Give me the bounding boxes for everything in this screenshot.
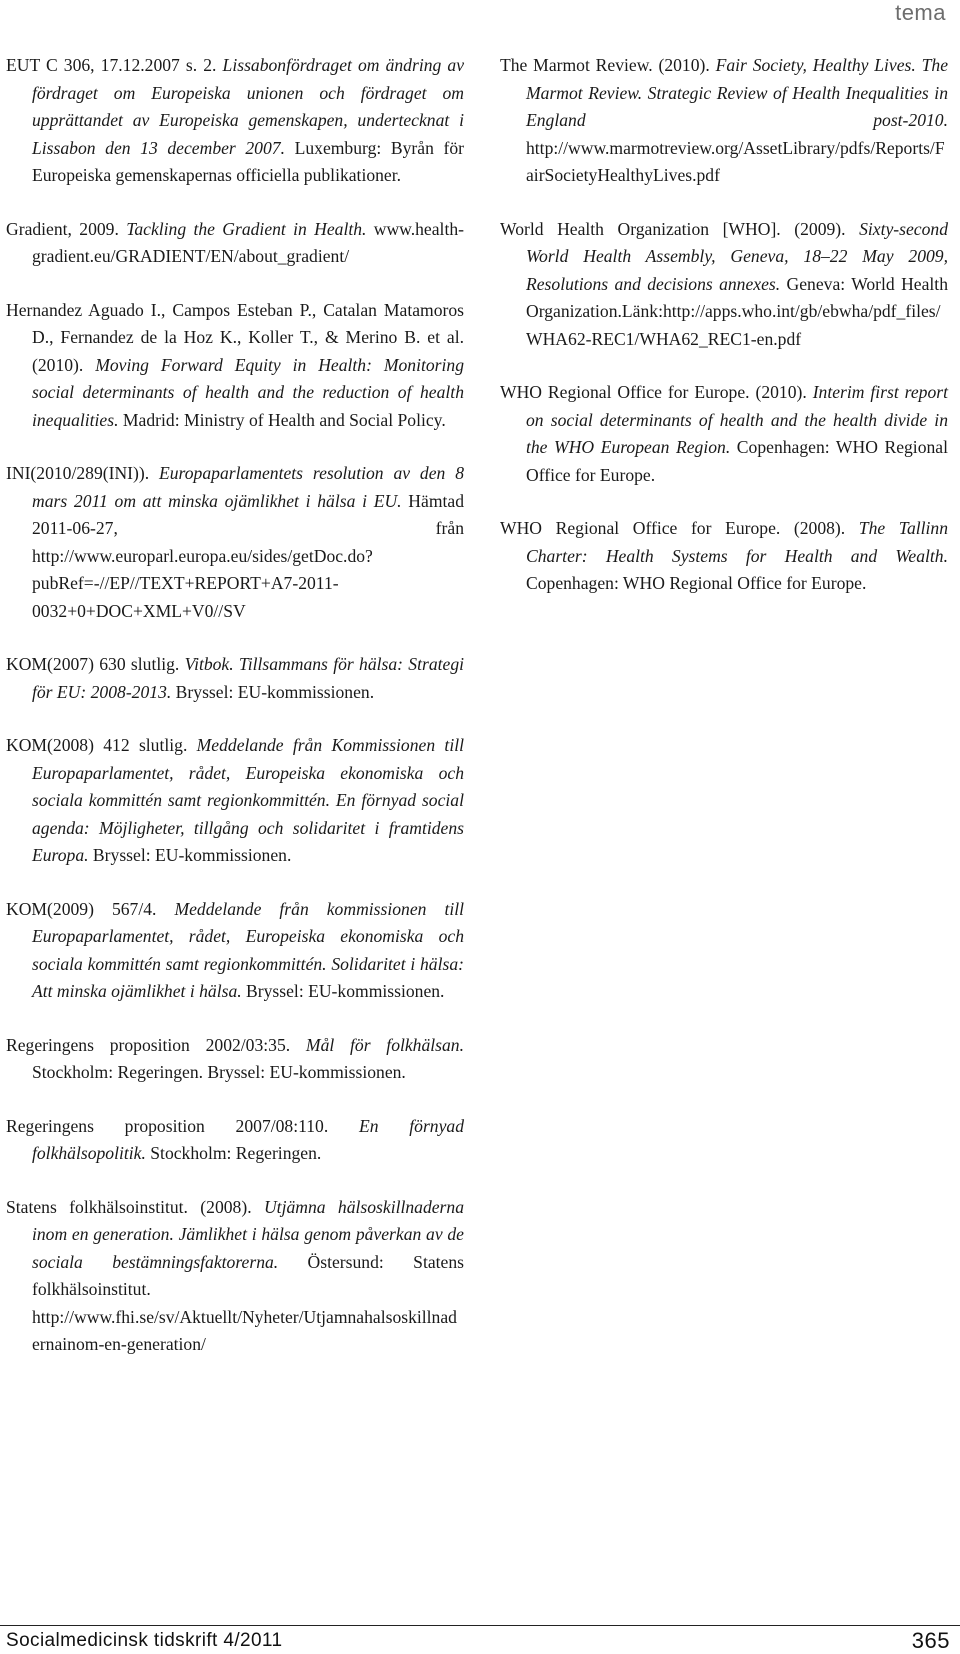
reference-title: Europaparlamentets resolution av den 8 mars 2011 om att minska ojämlikhet i hälsa i EU. (32, 463, 464, 511)
reference-publisher: Bryssel: EU-kommissionen. (171, 681, 375, 702)
reference-source: INI(2010/289(INI)). (6, 463, 160, 483)
reference-publisher: Copenhagen: WHO Regional Office for Europe. (526, 573, 867, 593)
reference-entry (6, 216, 464, 271)
reference-entry (500, 216, 948, 354)
footer-divider (0, 1625, 960, 1626)
reference-title: Vitbok. Tillsammans för hälsa: Strategi för EU: 2008-2013. (32, 654, 465, 702)
reference-publisher: www.health-gradient.eu/GRADIENT/EN/about_gradient/ (32, 218, 464, 266)
reference-title: Moving Forward Equity in Health: Monitoring social determinants of health and the reduction of health inequalities. (32, 354, 465, 430)
reference-entry (500, 52, 948, 190)
reference-entry (6, 896, 464, 1006)
reference-publisher: Madrid: Ministry of Health and Social Policy. (118, 409, 446, 430)
reference-title: Sixty-second World Health Assembly, Geneva, 18–22 May 2009, Resolutions and decisions annexes. (526, 218, 948, 294)
reference-source: Hernandez Aguado I., Campos Esteban P., Catalan Matamoros D., Fernandez de la Hoz K., Koller T., & Merino B. et al. (2010). (6, 299, 464, 375)
reference-entry (6, 297, 464, 435)
reference-title: En förnyad folkhälsopolitik. (32, 1115, 464, 1163)
reference-source: Regeringens proposition 2002/03:35. (6, 1034, 306, 1055)
section-tag: tema (895, 0, 946, 25)
reference-title: Meddelande från Kommissionen till Europaparlamentet, rådet, Europeiska ekonomiska och sociala kommittén samt regionkommittén. En förnyad social agenda: Möjligheter, tillgång och solidaritet i framtidens Europa. (32, 735, 464, 865)
references-left-column (6, 52, 464, 1385)
reference-publisher: Stockholm: Regeringen. Bryssel: EU-kommissionen. (32, 1062, 406, 1082)
reference-title: Mål för folkhälsan. (305, 1034, 465, 1055)
reference-source: Regeringens proposition 2007/08:110. (6, 1115, 359, 1136)
reference-publisher: Copenhagen: WHO Regional Office for Europe. (526, 437, 948, 485)
reference-title: The Tallinn Charter: Health Systems for Health and Wealth. (526, 518, 948, 566)
reference-publisher: Bryssel: EU-kommissionen. (241, 981, 445, 1001)
reference-source: KOM(2008) 412 slutlig. (6, 735, 197, 755)
reference-title: Interim first report on social determinants of health and the health divide in the WHO European Region. (526, 382, 949, 457)
reference-publisher: http://www.marmotreview.org/AssetLibrary/pdfs/Reports/FairSocietyHealthyLives.pdf (526, 137, 945, 185)
reference-entry (6, 1113, 464, 1168)
reference-entry (6, 1032, 464, 1087)
reference-entry (6, 732, 464, 870)
reference-title: Tackling the Gradient in Health. (126, 218, 367, 239)
reference-publisher: Luxemburg: Byrån för Europeiska gemenskapernas officiella publikationer. (32, 137, 464, 185)
reference-publisher: Geneva: World Health Organization.Länk:http://apps.who.int/gb/ebwha/pdf_files/WHA62-REC1/WHA62_REC1-en.pdf (526, 273, 948, 349)
reference-source: WHO Regional Office for Europe. (2010). (500, 382, 813, 402)
reference-title: Fair Society, Healthy Lives. The Marmot Review. Strategic Review of Health Inequalities in England post-2010. (526, 55, 948, 130)
page-number: 365 (911, 1628, 950, 1653)
reference-source: KOM(2007) 630 slutlig. (6, 654, 185, 674)
reference-source: Statens folkhälsoinstitut. (2008). (6, 1196, 264, 1217)
reference-title: Lissabonfördraget om ändring av fördraget om Europeiska unionen och fördraget om upprättandet av Europeiska gemenskapen, undertecknat i Lissabon den 13 december 2007. (32, 55, 464, 158)
reference-publisher: Östersund: Statens folkhälsoinstitut. http://www.fhi.se/sv/Aktuellt/Nyheter/Utjamnahalsoskillnadernainom-en-generation/ (32, 1251, 464, 1354)
reference-publisher: Hämtad 2011-06-27, från http://www.europarl.europa.eu/sides/getDoc.do?pubRef=-//EP//TEXT+REPORT+A7-2011-0032+0+DOC+XML+V0//SV (32, 490, 464, 621)
reference-entry (6, 1194, 464, 1359)
reference-title: Meddelande från kommissionen till Europaparlamentet, rådet, Europeiska ekonomiska och sociala kommittén samt regionkommittén. Solidaritet i hälsa: Att minska ojämlikhet i hälsa. (32, 898, 464, 1001)
reference-source: WHO Regional Office for Europe. (2008). (500, 518, 859, 538)
reference-publisher: Bryssel: EU-kommissionen. (88, 845, 292, 865)
reference-entry (6, 651, 464, 706)
reference-source: Gradient, 2009. (6, 218, 127, 239)
reference-entry (500, 515, 948, 598)
reference-publisher: Stockholm: Regeringen. (145, 1143, 322, 1163)
reference-entry (6, 460, 464, 625)
reference-source: EUT C 306, 17.12.2007 s. 2. (6, 55, 223, 75)
reference-source: World Health Organization [WHO]. (2009). (500, 218, 860, 239)
reference-title: Utjämna hälsoskillnaderna inom en generation. Jämlikhet i hälsa genom påverkan av de sociala bestämningsfaktorerna. (32, 1196, 464, 1272)
reference-entry (6, 52, 464, 190)
journal-name: Socialmedicinsk tidskrift 4/2011 (6, 1630, 283, 1651)
references-right-column (500, 52, 948, 624)
reference-source: The Marmot Review. (2010). (500, 55, 716, 75)
reference-entry (500, 379, 948, 489)
reference-source: KOM(2009) 567/4. (6, 898, 175, 919)
